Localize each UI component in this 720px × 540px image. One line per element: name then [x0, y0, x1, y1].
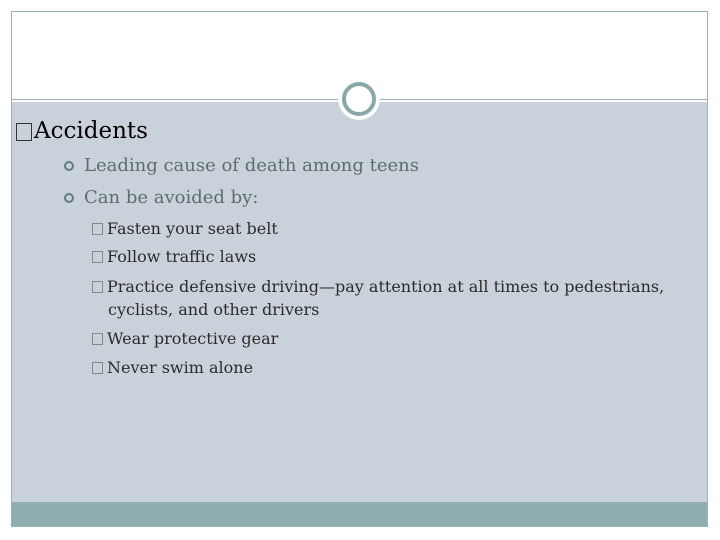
bullet-text: Can be avoided by:: [84, 187, 259, 208]
slide-title: Accidents: [34, 118, 148, 144]
square-bullet-icon: [92, 251, 103, 263]
sub-bullet-point: [92, 217, 652, 240]
bullet-point: [64, 186, 258, 210]
square-bullet-icon: [92, 333, 103, 345]
sub-bullet-text: Follow traffic laws: [107, 247, 257, 266]
circle-ring: [342, 82, 376, 116]
ring-bullet-icon: [64, 161, 74, 171]
bullet-text: Leading cause of death among teens: [84, 155, 419, 176]
slide-heading: [16, 116, 148, 146]
sub-bullet-text: Fasten your seat belt: [107, 219, 278, 238]
square-bullet-icon: [92, 223, 103, 235]
sub-bullet-point: [92, 245, 652, 268]
ring-bullet-icon: [64, 193, 74, 203]
sub-bullet-point: [92, 275, 668, 321]
sub-bullet-text: Never swim alone: [107, 358, 254, 377]
square-bullet-icon: [16, 123, 32, 141]
square-bullet-icon: [92, 362, 103, 374]
slide-footer-band: [12, 502, 707, 526]
sub-bullet-point: [92, 356, 652, 379]
square-bullet-icon: [92, 281, 103, 293]
sub-bullet-text: Practice defensive driving—pay attention at all times to pedestrians, cyclists, and other drivers: [107, 277, 665, 319]
bullet-point: [64, 154, 419, 178]
circle-ornament-icon: [338, 78, 380, 120]
sub-bullet-text: Wear protective gear: [107, 329, 279, 348]
sub-bullet-point: [92, 327, 652, 350]
